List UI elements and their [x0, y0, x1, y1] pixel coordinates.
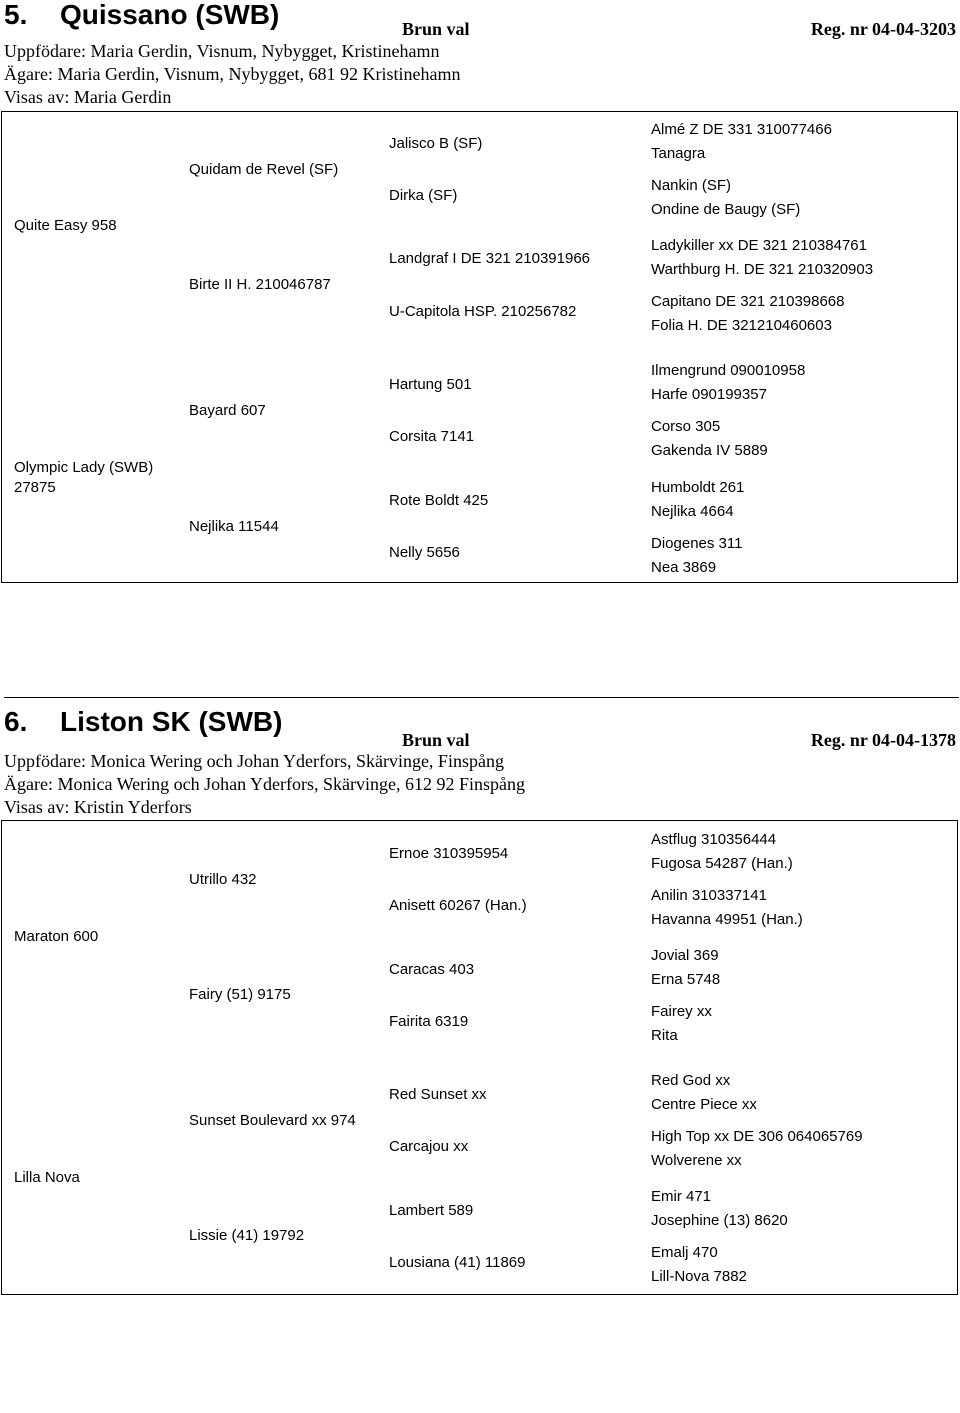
- g4-ancestor: Diogenes 311: [651, 535, 743, 552]
- entry-number: 6.: [4, 706, 28, 737]
- g4-ancestor: Fairey xx: [651, 1003, 712, 1020]
- g4-ancestor: Anilin 310337141: [651, 887, 767, 904]
- g3-ancestor: Lambert 589: [389, 1202, 474, 1219]
- g3-ancestor: Hartung 501: [389, 376, 472, 393]
- g4-ancestor: Centre Piece xx: [651, 1096, 757, 1113]
- dam-number: 27875: [14, 479, 56, 496]
- owner: Ägare: Maria Gerdin, Visnum, Nybygget, 681 92 Kristinehamn: [4, 64, 461, 84]
- registration-number: Reg. nr 04-04-1378: [810, 730, 956, 750]
- registration-number: Reg. nr 04-04-3203: [810, 19, 956, 39]
- g4-ancestor: Corso 305: [651, 418, 721, 435]
- maternal-grandsire: Sunset Boulevard xx 974: [189, 1112, 356, 1129]
- g4-ancestor: Ilmengrund 090010958: [651, 362, 806, 379]
- owner: Ägare: Monica Wering och Johan Yderfors, Skärvinge, 612 92 Finspång: [4, 774, 525, 794]
- g3-ancestor: Ernoe 310395954: [389, 845, 509, 862]
- g3-ancestor: Lousiana (41) 11869: [389, 1254, 526, 1271]
- entry-5: [0, 0, 960, 600]
- g4-ancestor: Capitano DE 321 210398668: [651, 293, 845, 310]
- paternal-granddam: Birte II H. 210046787: [189, 276, 331, 293]
- g4-ancestor: Warthburg H. DE 321 210320903: [651, 261, 874, 278]
- g4-ancestor: Ladykiller xx DE 321 210384761: [651, 237, 867, 254]
- g4-ancestor: Fugosa 54287 (Han.): [651, 855, 793, 872]
- g4-ancestor: Emalj 470: [651, 1244, 718, 1261]
- g3-ancestor: Jalisco B (SF): [389, 135, 483, 152]
- breeder: Uppfödare: Monica Wering och Johan Yderfors, Skärvinge, Finspång: [4, 751, 504, 771]
- dam-name: Olympic Lady (SWB): [14, 459, 154, 476]
- g4-ancestor: Nejlika 4664: [651, 503, 734, 520]
- g4-ancestor: Rita: [651, 1027, 678, 1044]
- paternal-granddam: Fairy (51) 9175: [189, 986, 291, 1003]
- g4-ancestor: Nea 3869: [651, 559, 717, 576]
- g4-ancestor: Lill-Nova 7882: [651, 1268, 747, 1285]
- entry-6: [0, 705, 960, 1305]
- g4-ancestor: Gakenda IV 5889: [651, 442, 768, 459]
- g3-ancestor: Dirka (SF): [389, 187, 458, 204]
- pedigree-table: [1, 111, 958, 583]
- horse-name: Liston SK (SWB): [60, 706, 283, 737]
- g3-ancestor: Corsita 7141: [389, 428, 475, 445]
- shown-by: Visas av: Maria Gerdin: [4, 87, 172, 107]
- maternal-granddam: Lissie (41) 19792: [189, 1227, 305, 1244]
- g3-ancestor: Caracas 403: [389, 961, 475, 978]
- g4-ancestor: Nankin (SF): [651, 177, 732, 194]
- g4-ancestor: Ondine de Baugy (SF): [651, 201, 801, 218]
- divider: [4, 697, 959, 698]
- g4-ancestor: Jovial 369: [651, 947, 719, 964]
- g4-ancestor: Red God xx: [651, 1072, 731, 1089]
- g4-ancestor: Harfe 090199357: [651, 386, 767, 403]
- g4-ancestor: Erna 5748: [651, 971, 721, 988]
- shown-by: Visas av: Kristin Yderfors: [4, 797, 192, 817]
- g4-ancestor: Havanna 49951 (Han.): [651, 911, 803, 928]
- paternal-grandsire: Quidam de Revel (SF): [189, 161, 339, 178]
- horse-color: Brun val: [402, 19, 470, 39]
- g4-ancestor: Humboldt 261: [651, 479, 745, 496]
- g3-ancestor: Rote Boldt 425: [389, 492, 489, 509]
- g4-ancestor: Emir 471: [651, 1188, 712, 1205]
- sire: Maraton 600: [14, 928, 99, 945]
- breeder: Uppfödare: Maria Gerdin, Visnum, Nybygget, Kristinehamn: [4, 41, 440, 61]
- pedigree-table: [1, 820, 958, 1295]
- g3-ancestor: Carcajou xx: [389, 1138, 469, 1155]
- maternal-granddam: Nejlika 11544: [189, 518, 279, 535]
- horse-name: Quissano (SWB): [60, 0, 280, 30]
- g3-ancestor: U-Capitola HSP. 210256782: [389, 303, 577, 320]
- g3-ancestor: Anisett 60267 (Han.): [389, 897, 527, 914]
- g4-ancestor: Tanagra: [651, 145, 706, 162]
- paternal-grandsire: Utrillo 432: [189, 871, 257, 888]
- dam: Lilla Nova: [14, 1169, 80, 1186]
- horse-color: Brun val: [402, 730, 470, 750]
- g4-ancestor: Almé Z DE 331 310077466: [651, 121, 832, 138]
- maternal-grandsire: Bayard 607: [189, 402, 266, 419]
- g4-ancestor: Josephine (13) 8620: [651, 1212, 788, 1229]
- g3-ancestor: Nelly 5656: [389, 544, 460, 561]
- g4-ancestor: Astflug 310356444: [651, 831, 777, 848]
- g3-ancestor: Fairita 6319: [389, 1013, 469, 1030]
- g3-ancestor: Landgraf I DE 321 210391966: [389, 250, 590, 267]
- g3-ancestor: Red Sunset xx: [389, 1086, 487, 1103]
- g4-ancestor: Wolverene xx: [651, 1152, 742, 1169]
- g4-ancestor: Folia H. DE 321210460603: [651, 317, 832, 334]
- entry-number: 5.: [4, 0, 28, 30]
- sire: Quite Easy 958: [14, 217, 117, 234]
- g4-ancestor: High Top xx DE 306 064065769: [651, 1128, 863, 1145]
